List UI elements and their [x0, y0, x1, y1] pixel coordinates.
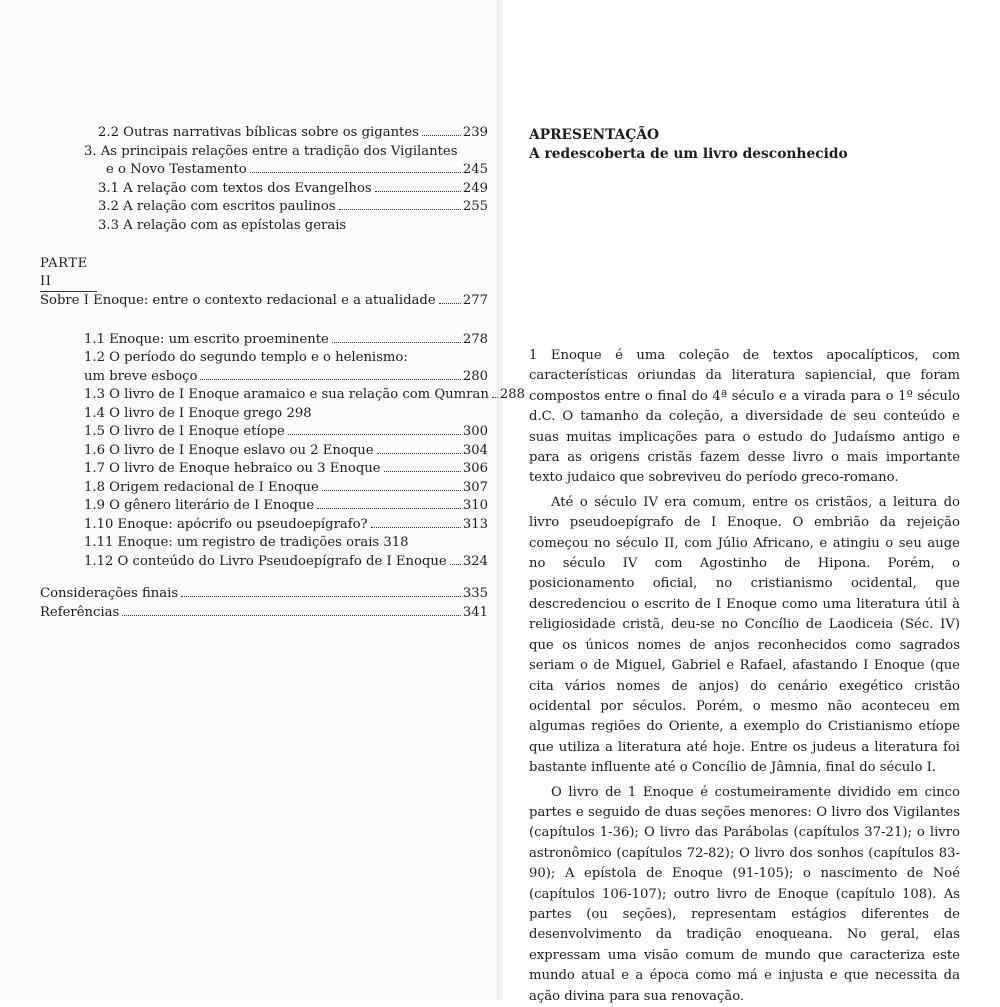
body-paragraph: Até o século IV era comum, entre os cristãos, a leitura do livro pseudoepígrafo de I Enoque. O embrião da rejeição começou no século II, com Júlio Africano, e atingiu o seu auge no século IV com Agostinho de Hipona. Porém, o posicionamento oficial, no cristianismo ocidental, que descredenciou o escrito de I Enoque como uma literatura útil à religiosidade cristã, deu-se no Concílio de Laodiceia (Séc. IV) que os únicos nomes de anjos reconhecidos como sagrados seriam o de Miguel, Gabriel e Rafael, afastando I Enoque (que cita vários nomes de anjos) do cenário exegético cristão ocidental por séculos. Porém, o mesmo não aconteceu em algumas regiões do Oriente, a exemplo do Cristianismo etíope que utiliza a literatura até hoje. Entre os judeus a literatura foi bastante influente até o Concílio de Jâmnia, final do século I.	[529, 494, 960, 776]
toc-leader-dots	[317, 508, 461, 509]
toc-entry	[40, 442, 488, 461]
toc-entry-label: 3. As principais relações entre a tradição dos Vigilantes	[84, 143, 458, 159]
part2-subtitle: Sobre I Enoque: entre o contexto redacional e a atualidade	[40, 293, 436, 308]
toc-entry-label: 1.2 O período do segundo templo e o helenismo:	[84, 350, 408, 365]
toc-entry-label: e o Novo Testamento	[106, 162, 247, 177]
toc-leader-dots	[250, 172, 461, 173]
toc-entry-page: 324	[462, 553, 488, 569]
toc-leader-dots	[332, 342, 461, 343]
toc-leader-dots	[122, 615, 461, 616]
toc-entry	[40, 479, 488, 498]
toc-entry-label: 1.10 Enoque: apócrifo ou pseudoepígrafo?	[84, 516, 368, 532]
presentation-title: APRESENTAÇÃO	[529, 127, 660, 143]
toc-entry	[40, 217, 488, 236]
toc-entry	[40, 143, 488, 162]
table-of-contents	[40, 124, 525, 622]
toc-entry-label: 2.2 Outras narrativas bíblicas sobre os gigantes	[98, 125, 419, 140]
toc-entry	[40, 386, 525, 405]
toc-entry-label: 1.1 Enoque: um escrito proeminente	[84, 331, 329, 347]
toc-entry-label: 1.7 O livro de Enoque hebraico ou 3 Enoque	[84, 461, 381, 476]
toc-leader-dots	[181, 596, 461, 597]
toc-entry	[40, 161, 488, 180]
toc-entry	[40, 180, 488, 199]
toc-leader-dots	[200, 379, 460, 380]
toc-leader-dots	[384, 471, 461, 472]
toc-entry-page: 280	[462, 368, 488, 384]
toc-leader-dots	[492, 397, 498, 398]
toc-entry-page: 313	[462, 516, 488, 532]
toc-entry-page: 278	[462, 331, 488, 347]
toc-leader-dots	[375, 191, 461, 192]
toc-entry-page: 288	[499, 387, 525, 402]
toc-entry-label: 3.2 A relação com escritos paulinos	[98, 199, 336, 214]
toc-leader-dots	[288, 434, 461, 435]
toc-entry-label: 3.1 A relação com textos dos Evangelhos	[98, 180, 372, 196]
toc-entry	[40, 405, 488, 424]
toc-entry-label: 1.12 O conteúdo do Livro Pseudoepígrafo de I Enoque	[84, 553, 447, 569]
toc-leader-dots	[322, 490, 461, 491]
toc-entry-page: 341	[462, 604, 488, 620]
part2-subtitle-page: 277	[462, 293, 488, 308]
presentation-heading	[529, 126, 959, 164]
toc-leader-dots	[377, 453, 461, 454]
toc-entry-label: Considerações finais	[40, 586, 179, 601]
toc-entry-page: 304	[462, 442, 488, 458]
toc-entry-page: 306	[462, 461, 488, 476]
presentation-subtitle: A redescoberta de um livro desconhecido	[529, 146, 848, 162]
toc-entry	[40, 349, 488, 368]
presentation-body	[529, 346, 960, 1007]
toc-entry	[40, 604, 488, 623]
toc-entry-page: 255	[462, 199, 488, 214]
toc-entry-label: 1.5 O livro de I Enoque etíope	[84, 424, 285, 439]
toc-entry-page: 307	[462, 479, 488, 495]
toc-entry-label: 1.8 Origem redacional de I Enoque	[84, 479, 319, 495]
toc-entry-page: 310	[462, 498, 488, 513]
toc-entry-page: 249	[462, 180, 488, 196]
body-paragraph: 1 Enoque é uma coleção de textos apocalípticos, com características oriundas da literatura sapiencial, que foram compostos entre o final do 4ª século e a virada para o 1º século d.C. O tamanho da coleção, a diversidade de seu conteúdo e suas muitas implicações para o estudo do Judaísmo antigo e para as origens cristãs fazem desse livro o mais importante texto judaico que sobreviveu do período greco-romano.	[529, 348, 960, 486]
toc-entry	[40, 460, 488, 479]
toc-entry	[40, 534, 488, 553]
toc-entry-label: 3.3 A relação com as epístolas gerais	[98, 217, 347, 233]
toc-leader-dots	[422, 135, 461, 136]
toc-entry	[40, 423, 488, 442]
toc-entry	[40, 124, 488, 143]
toc-entry-page: 300	[462, 424, 488, 439]
toc-leader-dots	[371, 527, 461, 528]
body-paragraph: O livro de 1 Enoque é costumeiramente dividido em cinco partes e seguido de duas seções menores: O livro dos Vigilantes (capítulos 1-36); O livro das Parábolas (capítulos 37-21); o livro astronômico (capítulos 72-82); O livro dos sonhos (capítulos 83-90); A epístola de Enoque (91-105); o nascimento de Noé (capítulos 106-107); outro livro de Enoque (capítulo 108). As partes (ou seções), representam estágios diferentes de desenvolvimento da tradição enoqueana. No geral, elas expressam uma visão comum de mundo que caracteriza este mundo atual e a época como má e injusta e que necessita da ação divina para sua renovação.	[529, 784, 960, 1004]
toc-entry-label: 1.11 Enoque: um registro de tradições orais 318	[84, 535, 409, 550]
toc-final-items	[40, 585, 488, 622]
toc-entry-page: 335	[462, 586, 488, 601]
toc-leader-dots	[439, 303, 461, 304]
part2-title: PARTE II	[40, 255, 97, 292]
toc-entry	[40, 585, 488, 604]
part2-subtitle-row	[40, 292, 488, 311]
toc-entry-label: Referências	[40, 604, 120, 620]
toc-entry	[40, 553, 488, 572]
toc-entry	[40, 198, 488, 217]
toc-entry-label: 1.4 O livro de I Enoque grego 298	[84, 405, 312, 421]
toc-entry-label: 1.6 O livro de I Enoque eslavo ou 2 Enoque	[84, 442, 374, 458]
toc-entry-page: 239	[462, 125, 488, 140]
toc-part1-tail	[40, 124, 488, 235]
toc-entry	[40, 368, 488, 387]
toc-leader-dots	[450, 564, 461, 565]
toc-entry-label: 1.9 O gênero literário de I Enoque	[84, 498, 315, 513]
toc-part2-items	[40, 331, 525, 572]
toc-entry	[40, 516, 488, 535]
toc-entry	[40, 331, 488, 350]
toc-entry	[40, 497, 488, 516]
toc-entry-page: 245	[462, 162, 488, 177]
toc-entry-label: 1.3 O livro de I Enoque aramaico e sua relação com Qumran	[84, 387, 489, 402]
toc-leader-dots	[339, 209, 461, 210]
toc-entry-label: um breve esboço	[84, 368, 198, 384]
